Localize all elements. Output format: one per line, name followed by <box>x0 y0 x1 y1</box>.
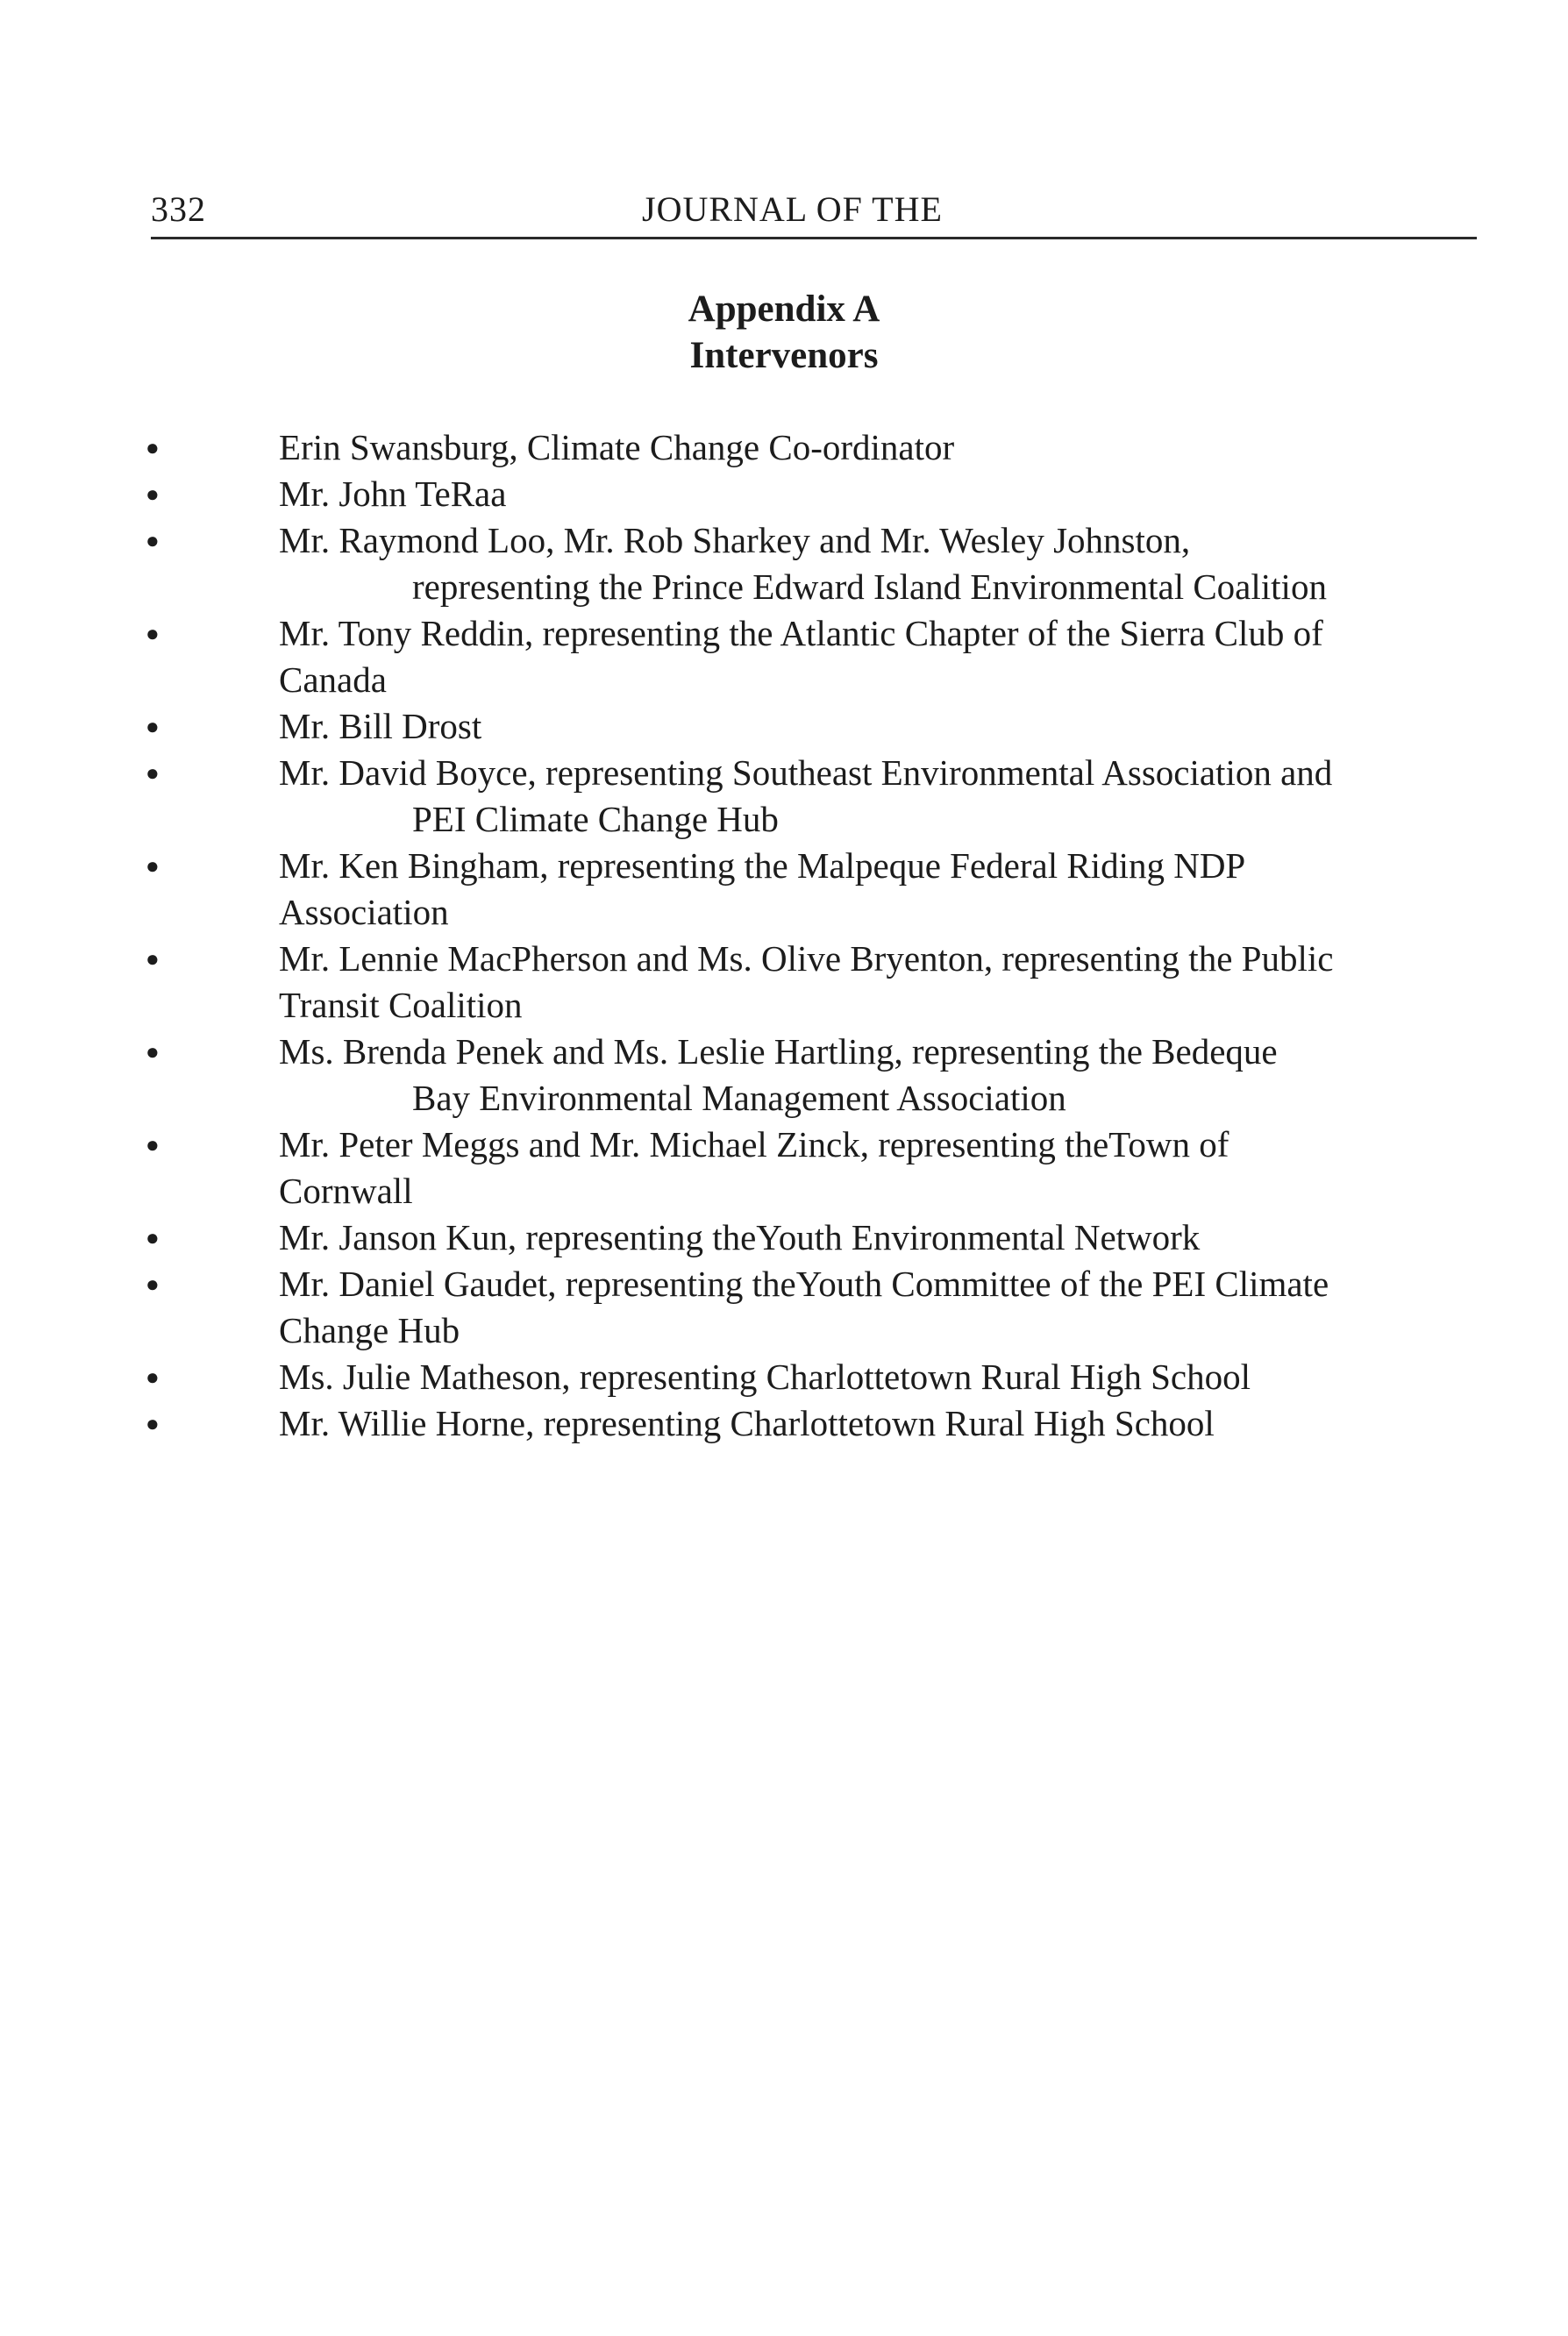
intervenor-item <box>0 471 1568 517</box>
intervenor-line: Mr. John TeRaa <box>279 474 507 514</box>
bullet-icon: ● <box>146 481 160 507</box>
intervenor-line: Ms. Julie Matheson, representing Charlottetown Rural High School <box>279 1357 1251 1397</box>
intervenor-line: Mr. Ken Bingham, representing the Malpeque Federal Riding NDP <box>279 845 1246 886</box>
intervenor-line: Erin Swansburg, Climate Change Co-ordinator <box>279 427 955 467</box>
bullet-icon: ● <box>146 1364 160 1390</box>
intervenor-line: Mr. Willie Horne, representing Charlottetown Rural High School <box>279 1403 1215 1443</box>
intervenor-line: Ms. Brenda Penek and Ms. Leslie Hartling, representing the Bedeque <box>279 1031 1278 1072</box>
intervenor-line: Transit Coalition <box>279 985 523 1025</box>
intervenor-item <box>0 843 1568 936</box>
intervenor-line: Mr. Lennie MacPherson and Ms. Olive Bryenton, representing the Public <box>279 938 1334 979</box>
bullet-icon: ● <box>146 435 160 460</box>
intervenor-line: Canada <box>279 659 387 700</box>
intervenor-item <box>0 703 1568 750</box>
bullet-icon: ● <box>146 1271 160 1297</box>
intervenor-line: representing the Prince Edward Island Environmental Coalition <box>412 566 1327 607</box>
intervenor-item <box>0 750 1568 843</box>
intervenor-item <box>0 610 1568 703</box>
intervenor-line: PEI Climate Change Hub <box>412 799 779 839</box>
intervenor-line: Mr. Tony Reddin, representing the Atlantic Chapter of the Sierra Club of <box>279 613 1323 653</box>
bullet-icon: ● <box>146 528 160 553</box>
intervenor-line: Change Hub <box>279 1310 460 1350</box>
appendix-heading <box>0 286 1568 379</box>
bullet-icon: ● <box>146 853 160 879</box>
intervenor-item <box>0 1214 1568 1261</box>
bullet-icon: ● <box>146 1039 160 1065</box>
intervenor-item <box>0 424 1568 471</box>
running-header <box>151 188 1477 239</box>
appendix-subtitle: Intervenors <box>689 335 879 376</box>
intervenor-item <box>0 517 1568 610</box>
appendix-title: Appendix A <box>688 288 880 330</box>
intervenor-line: Mr. Daniel Gaudet, representing theYouth Committee of the PEI Climate <box>279 1264 1329 1304</box>
journal-title: JOURNAL OF THE <box>642 189 943 229</box>
intervenor-item <box>0 936 1568 1029</box>
intervenor-item <box>0 1354 1568 1400</box>
intervenor-line: Bay Environmental Management Association <box>412 1078 1066 1118</box>
bullet-icon: ● <box>146 1132 160 1157</box>
bullet-icon: ● <box>146 1411 160 1436</box>
intervenor-line: Mr. Bill Drost <box>279 706 482 746</box>
bullet-icon: ● <box>146 714 160 739</box>
intervenor-line: Mr. Raymond Loo, Mr. Rob Sharkey and Mr. Wesley Johnston, <box>279 520 1191 560</box>
bullet-icon: ● <box>146 946 160 972</box>
intervenor-line: Cornwall <box>279 1171 413 1211</box>
intervenor-list <box>0 424 1568 1447</box>
intervenor-line: Mr. David Boyce, representing Southeast Environmental Association and <box>279 752 1333 793</box>
page-number: 332 <box>151 189 206 229</box>
intervenor-item <box>0 1261 1568 1354</box>
bullet-icon: ● <box>146 760 160 786</box>
bullet-icon: ● <box>146 1225 160 1250</box>
bullet-icon: ● <box>146 621 160 646</box>
intervenor-line: Association <box>279 892 449 932</box>
intervenor-item <box>0 1029 1568 1122</box>
intervenor-line: Mr. Janson Kun, representing theYouth Environmental Network <box>279 1217 1201 1257</box>
intervenor-item <box>0 1122 1568 1214</box>
intervenor-line: Mr. Peter Meggs and Mr. Michael Zinck, representing theTown of <box>279 1124 1229 1164</box>
intervenor-item <box>0 1400 1568 1447</box>
